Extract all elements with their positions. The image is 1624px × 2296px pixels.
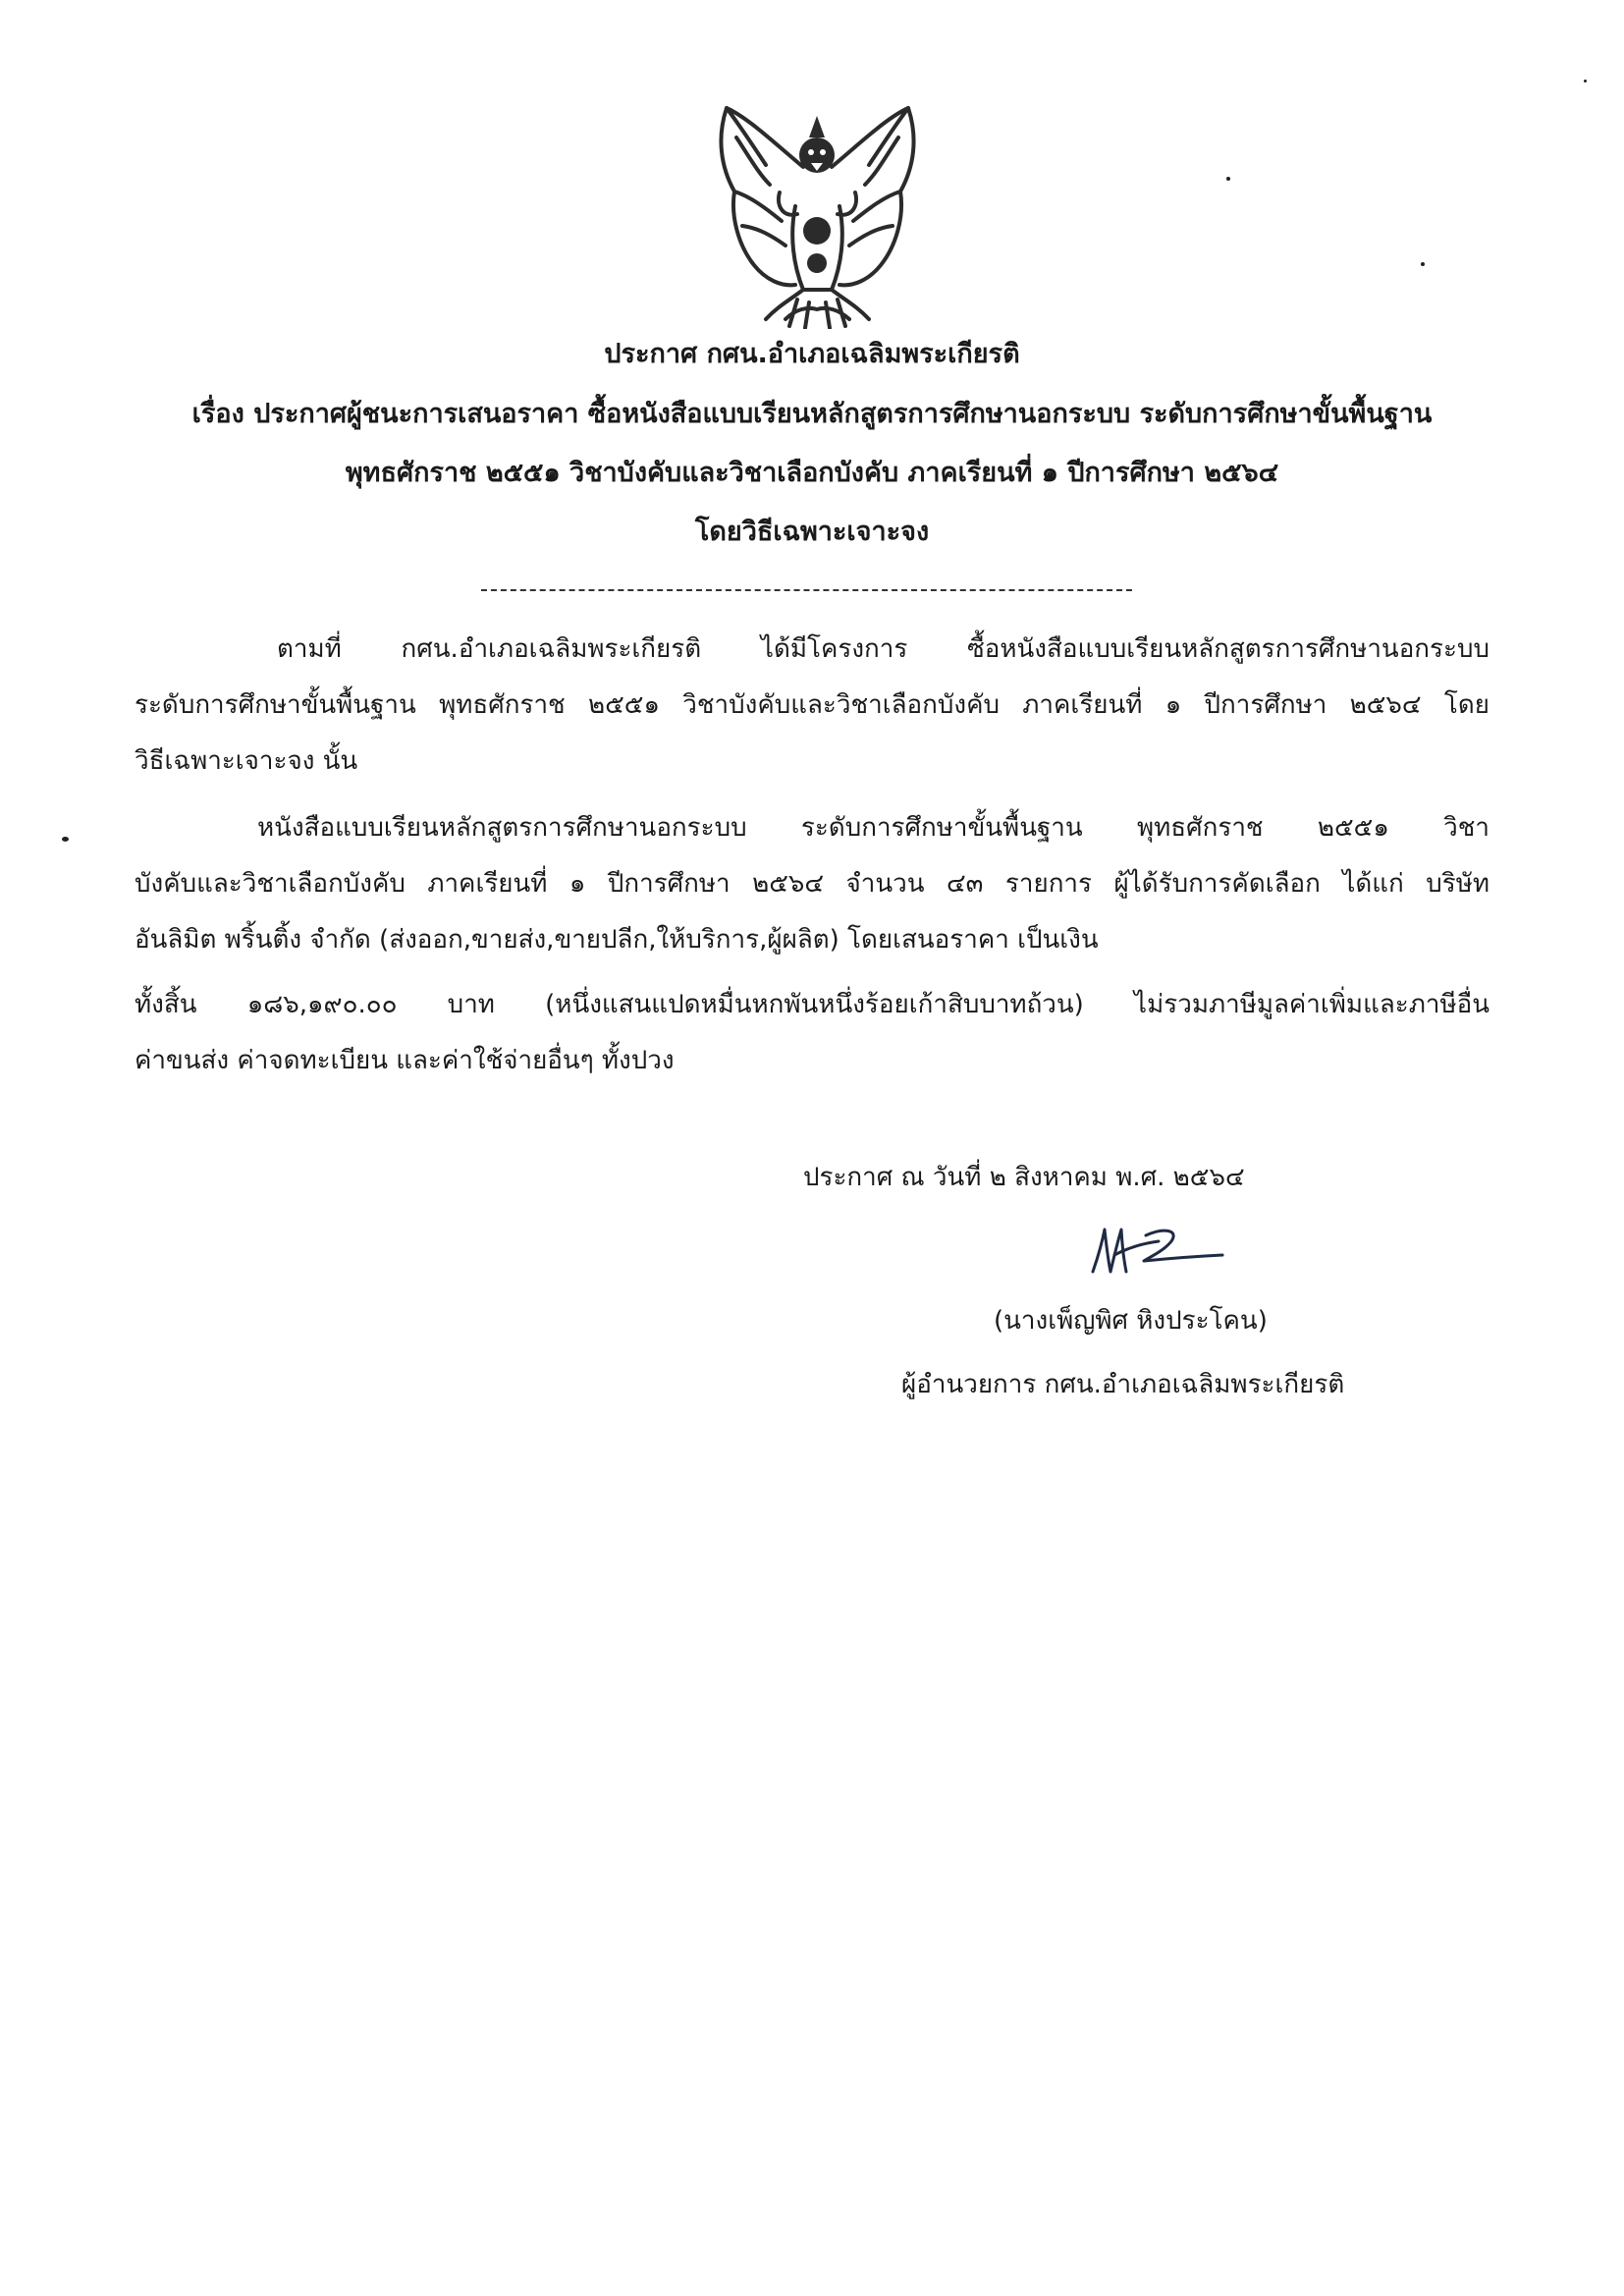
- signer-name: (นางเพ็ญพิศ หิงประโคน): [994, 1306, 1268, 1336]
- paragraph-2-line-3: อันลิมิต พริ้นติ้ง จำกัด (ส่งออก,ขายส่ง,ขายปลีก,ให้บริการ,ผู้ผลิต) โดยเสนอราคา เป็นเงิน: [135, 925, 1099, 955]
- scan-speck: [1421, 262, 1425, 266]
- subject-line-2: พุทธศักราช ๒๕๕๑ วิชาบังคับและวิชาเลือกบังคับ ภาคเรียนที่ ๑ ปีการศึกษา ๒๕๖๔: [345, 458, 1279, 488]
- scan-speck: [62, 837, 69, 842]
- paragraph-2-line-1: หนังสือแบบเรียนหลักสูตรการศึกษานอกระบบ ระดับการศึกษาขั้นพื้นฐาน พุทธศักราช ๒๕๕๑ วิชา: [257, 813, 1489, 843]
- subject-line-1: เรื่อง ประกาศผู้ชนะการเสนอราคา ซื้อหนังสือแบบเรียนหลักสูตรการศึกษานอกระบบ ระดับการศึกษาขั้นพื้นฐาน: [191, 399, 1433, 429]
- scan-speck: [1584, 80, 1587, 82]
- paragraph-2-line-5: ค่าขนส่ง ค่าจดทะเบียน และค่าใช้จ่ายอื่นๆ ทั้งปวง: [135, 1046, 675, 1075]
- paragraph-2-line-4: ทั้งสิ้น ๑๘๖,๑๙๐.๐๐ บาท (หนึ่งแสนแปดหมื่นหกพันหนึ่งร้อยเก้าสิบบาทถ้วน) ไม่รวมภาษีมูลค่าเพิ่มและภาษีอื่น: [135, 990, 1489, 1019]
- announcement-date: ประกาศ ณ วันที่ ๒ สิงหาคม พ.ศ. ๒๕๖๔: [803, 1163, 1245, 1192]
- paragraph-1-line-2: ระดับการศึกษาขั้นพื้นฐาน พุทธศักราช ๒๕๕๑ วิชาบังคับและวิชาเลือกบังคับ ภาคเรียนที่ ๑ ปีการศึกษา ๒๕๖๔ โดย: [135, 690, 1489, 720]
- garuda-emblem: [687, 98, 947, 329]
- announcement-heading: ประกาศ กศน.อำเภอเฉลิมพระเกียรติ: [604, 339, 1020, 369]
- paragraph-1-line-3: วิธีเฉพาะเจาะจง นั้น: [135, 746, 358, 776]
- signer-position: ผู้อำนวยการ กศน.อำเภอเฉลิมพระเกียรติ: [901, 1370, 1345, 1399]
- paragraph-1-line-1: ตามที่ กศน.อำเภอเฉลิมพระเกียรติ ได้มีโครงการ ซื้อหนังสือแบบเรียนหลักสูตรการศึกษานอกระบบ: [277, 634, 1489, 664]
- handwritten-signature: [1085, 1218, 1232, 1286]
- divider-line: [481, 589, 1132, 591]
- paragraph-2-line-2: บังคับและวิชาเลือกบังคับ ภาคเรียนที่ ๑ ปีการศึกษา ๒๕๖๔ จำนวน ๔๓ รายการ ผู้ได้รับการคัดเลือก ได้แก่ บริษัท: [135, 869, 1489, 899]
- scan-speck: [1226, 177, 1230, 181]
- subject-line-3: โดยวิธีเฉพาะเจาะจง: [694, 517, 930, 547]
